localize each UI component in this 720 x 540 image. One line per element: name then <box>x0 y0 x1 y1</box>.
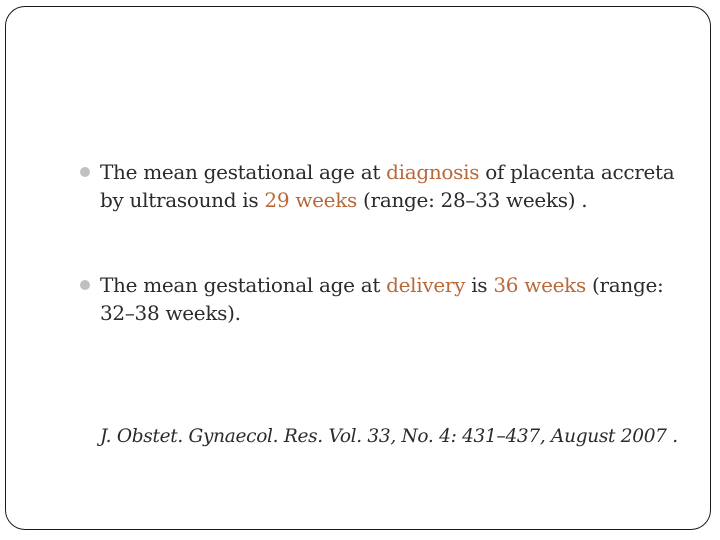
highlight-weeks: 36 weeks <box>493 273 586 297</box>
text-segment: (range: 28–33 weeks) . <box>357 188 588 212</box>
bullet-dot-icon <box>80 167 90 177</box>
bullet-item-diagnosis <box>80 158 680 214</box>
citation: J. Obstet. Gynaecol. Res. Vol. 33, No. 4: 431–437, August 2007 . <box>100 426 678 447</box>
bullet-item-delivery <box>80 271 680 327</box>
bullet-text <box>80 271 680 327</box>
highlight-diagnosis: diagnosis <box>386 160 480 184</box>
bullet-dot-icon <box>80 280 90 290</box>
text-segment: (range: 32–38 weeks). <box>100 273 664 325</box>
text-segment: is <box>465 273 494 297</box>
highlight-delivery: delivery <box>386 273 466 297</box>
slide-frame <box>5 6 711 530</box>
highlight-weeks: 29 weeks <box>264 188 357 212</box>
text-segment: of placenta accreta by ultrasound is <box>100 160 675 212</box>
text-segment: The mean gestational age at <box>100 273 387 297</box>
text-segment: The mean gestational age at <box>100 160 387 184</box>
bullet-text <box>80 158 680 214</box>
